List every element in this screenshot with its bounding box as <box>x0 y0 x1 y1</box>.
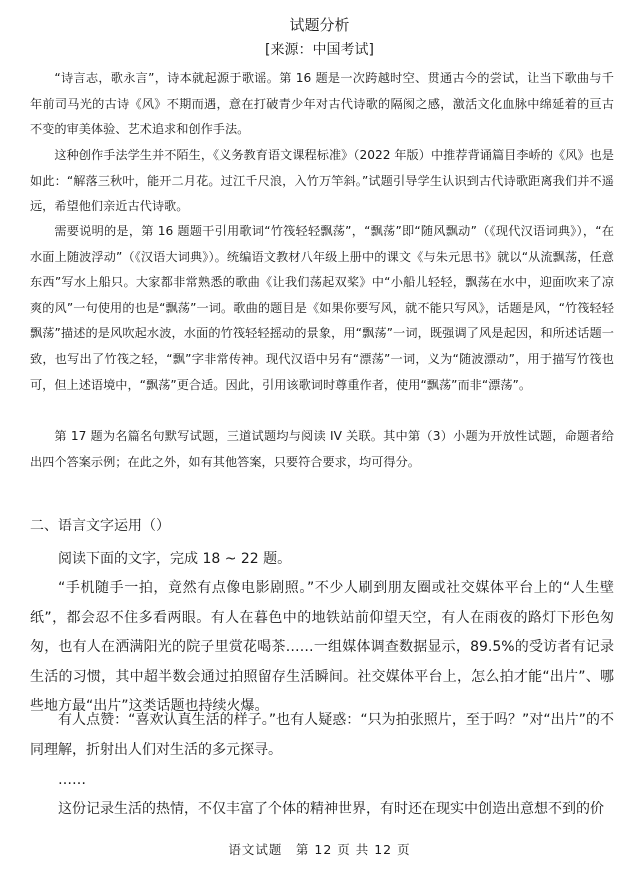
ellipsis-text: …… <box>58 772 86 788</box>
analysis-text-4: 第 17 题为名篇名句默写试题，三道试题均与阅读 IV 关联。其中第（3）小题为开放性试题，命题者给出四个答案示例；在此之外，如有其他答案，只要符合要求，均可得分。 <box>30 429 614 469</box>
section-heading: 二、语言文字运用（） <box>30 518 170 534</box>
page-title: 试题分析 <box>289 16 350 34</box>
page-footer: 语文试题 第 12 页 共 12 页 <box>228 842 411 857</box>
reading-instruction <box>30 545 614 575</box>
passage-text-1: “手机随手一拍，竟然有点像电影剧照。”不少人刷到朋友圈或社交媒体平台上的“人生壁纸”，都会忍不住多看两眼。有人在暮色中的地铁站前仰望天空，有人在雨夜的路灯下形色匆匆，也有人在洒满阳光的院子里赏花喝茶……一组媒体调查数据显示，89.5%的受访者有记录生活的习惯，其中超半数会通过拍照留存生活瞬间。社交媒体平台上，怎么拍才能“出片”、哪些地方最“出片”这类话题也持续火爆。 <box>30 580 614 714</box>
analysis-text-1: “诗言志，歌永言”，诗本就起源于歌谣。第 16 题是一次跨越时空、贯通古今的尝试，让当下歌曲与千年前司马光的古诗《风》不期而遇，意在打破青少年对古代诗歌的隔阂之感，激活文化血脉中绵延着的亘古不变的审美体验、艺术追求和创作手法。 <box>30 71 614 137</box>
analysis-paragraph-3 <box>30 219 614 398</box>
passage-text-2: 有人点赞：“喜欢认真生活的样子。”也有人疑惑：“只为拍张照片，至于吗？”对“出片”的不同理解，折射出人们对生活的多元探寻。 <box>30 712 614 758</box>
source-line: [来源：中国考试] <box>265 42 374 58</box>
passage-paragraph-3 <box>30 795 614 825</box>
passage-text-3: 这份记录生活的热情，不仅丰富了个体的精神世界，有时还在现实中创造出意想不到的价 <box>58 801 604 817</box>
passage-ellipsis <box>30 766 614 796</box>
passage-paragraph-1 <box>30 574 614 722</box>
analysis-paragraph-1 <box>30 66 614 143</box>
reading-instruction-text: 阅读下面的文字，完成 18 ~ 22 题。 <box>58 551 292 567</box>
analysis-text-3: 需要说明的是，第 16 题题干引用歌词“竹筏轻轻飘荡”，“飘荡”即“随风飘动”（《现代汉语词典》），“在水面上随波浮动”（《汉语大词典》）。统编语文教材八年级上册中的课文《与朱元思书》就以“从流飘荡，任意东西”写水上船只。大家都非常熟悉的歌曲《让我们荡起双桨》中“小船儿轻轻，飘荡在水中，迎面吹来了凉爽的风”一句使用的也是“飘荡”一词。歌曲的题目是《如果你要写风，就不能只写风》，话题是风，“竹筏轻轻飘荡”描述的是风吹起水波，水面的竹筏轻轻摇动的景象，用“飘荡”一词，既强调了风是起因，和所述话题一致，也写出了竹筏之轻，“飘”字非常传神。现代汉语中另有“漂荡”一词，义为“随波漂动”，用于描写竹筏也可，但上述语境中，“飘荡”更合适。因此，引用该歌词时尊重作者，使用“飘荡”而非“漂荡”。 <box>30 224 614 392</box>
analysis-paragraph-2 <box>30 143 614 220</box>
analysis-paragraph-4 <box>30 424 614 475</box>
passage-paragraph-2 <box>30 706 614 765</box>
analysis-text-2: 这种创作手法学生并不陌生，《义务教育语文课程标准》（2022 年版）中推荐背诵篇目李峤的《风》也是如此：“解落三秋叶，能开二月花。过江千尺浪，入竹万竿斜。”试题引导学生认识到古代诗歌距离我们并不遥远，希望他们亲近古代诗歌。 <box>30 148 614 214</box>
